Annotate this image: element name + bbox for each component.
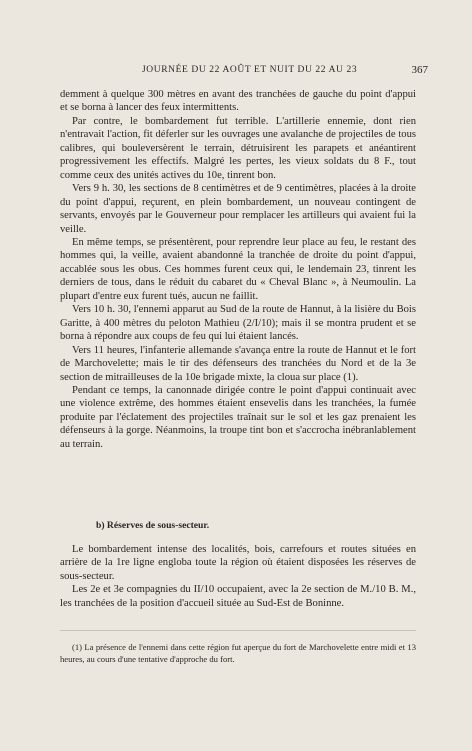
section-heading: b) Réserves de sous-secteur. [96, 520, 210, 531]
paragraph: Par contre, le bombardement fut terrible. L'artillerie ennemie, dont rien n'entravait l'action, fit déferler sur les ouvrages une avalanche de projectiles de tous calibres, qui bouleversèrent le terrain, détruisirent les parapets et anéantirent progressivement les effectifs. Malgré les pertes, les vieux soldats du 8 F., tout comme ceux des unités actives du 10e, tinrent bon. [60, 115, 416, 181]
footnote-divider [60, 630, 416, 631]
paragraph: Vers 11 heures, l'infanterie allemande s'avança entre la route de Hannut et le fort de Marchovelette; mais le tir des défenseurs des tranchées du Nord et de la 3e section de mitrailleuses de la 10e brigade mixte, la cloua sur place (1). [60, 344, 416, 383]
paragraph: Vers 9 h. 30, les sections de 8 centimètres et de 9 centimètres, placées à la droite du point d'appui, reçurent, en plein bombardement, un nouveau contingent de servants, envoyés par le Gouverneur pour remplacer les artilleurs qui avaient fui la veille. [60, 183, 416, 235]
page-header [60, 64, 428, 78]
paragraph: Les 2e et 3e compagnies du II/10 occupaient, avec la 2e section de M./10 B. M., les tranchées de la position d'accueil située au Sud-Est de Boninne. [60, 584, 416, 609]
paragraph: Pendant ce temps, la canonnade dirigée contre le point d'appui continuait avec une violence extrême, des hommes étaient ensevelis dans les tranchées, la fumée produite par l'éclatement des projectiles traînait sur le sol et les gaz prenaient les défenseurs à la gorge. Néanmoins, la troupe tint bon et s'accrocha inébranlablement au terrain. [60, 384, 416, 450]
running-head: JOURNÉE DU 22 AOÛT ET NUIT DU 22 AU 23 [142, 65, 358, 75]
section-text [60, 543, 416, 610]
paragraph: demment à quelque 300 mètres en avant des tranchées de gauche du point d'appui et se borna à lancer des feux intermittents. [60, 89, 416, 114]
footnote: (1) La présence de l'ennemi dans cette région fut aperçue du fort de Marchovelette entre midi et 13 heures, au cours d'une tentative d'approche du fort. [60, 642, 416, 664]
paragraph: Vers 10 h. 30, l'ennemi apparut au Sud de la route de Hannut, à la lisière du Bois Garitte, à 400 mètres du peloton Mathieu (2/I/10); mais il se montra prudent et se borna à répondre aux coups de feu qui lui étaient lancés. [60, 304, 416, 343]
paragraph: En même temps, se présentèrent, pour reprendre leur place au feu, le restant des hommes qui, la veille, avaient abandonné la tranchée de droite du point d'appui, accablée sous les obus. Ces hommes furent ceux qui, le lendemain 23, tinrent les derniers de tous, dans le réduit du cabaret du « Cheval Blanc », à Neumoulin. La plupart d'entre eux furent tués, aucun ne faillit. [60, 236, 416, 302]
page-number: 367 [411, 64, 428, 76]
main-text [60, 88, 416, 451]
paragraph: Le bombardement intense des localités, bois, carrefours et routes situées en arrière de la 1re ligne engloba toute la région où étaient disposées les réserves de sous-secteur. [60, 544, 416, 582]
